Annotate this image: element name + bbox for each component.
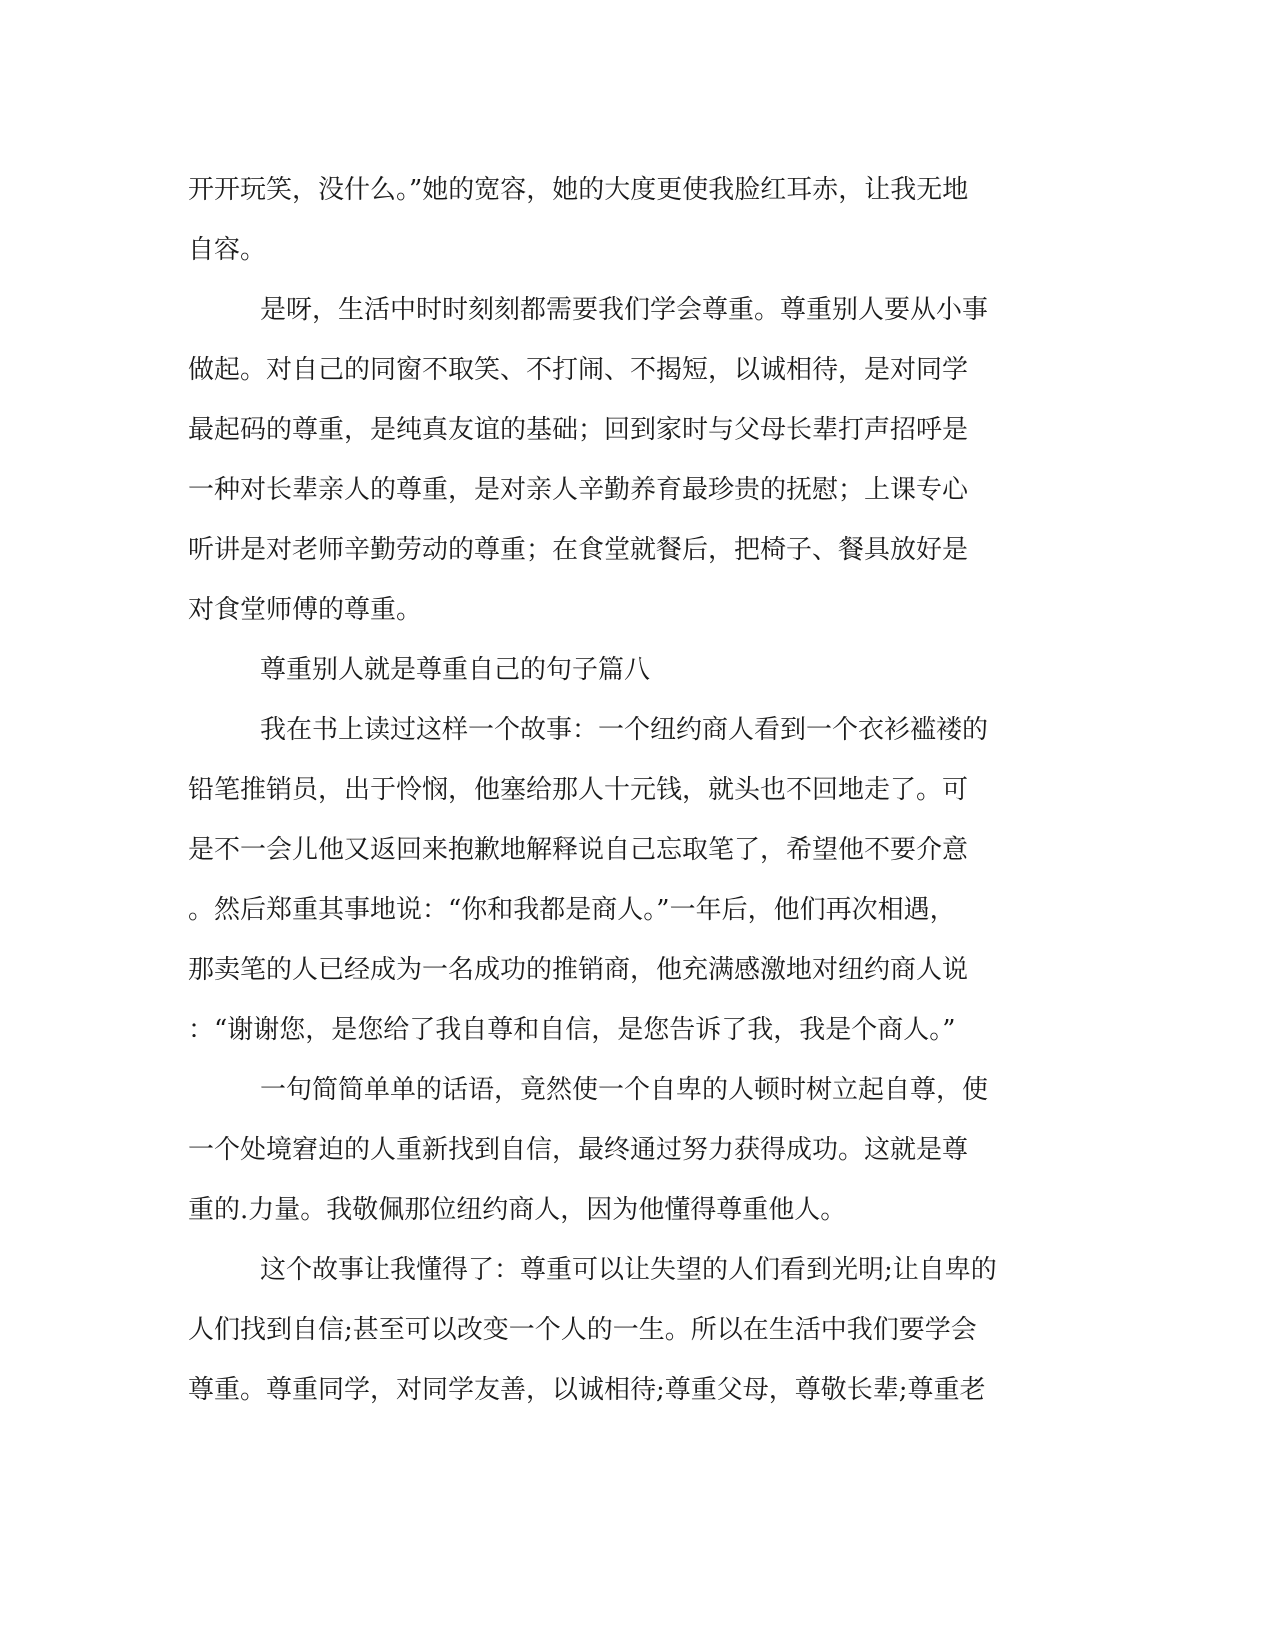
section-heading: 尊重别人就是尊重自己的句子篇八 [260, 655, 651, 685]
text-line: 那卖笔的人已经成为一名成功的推销商，他充满感激地对纽约商人说 [188, 955, 969, 985]
text-line: 听讲是对老师辛勤劳动的尊重；在食堂就餐后，把椅子、餐具放好是 [188, 535, 969, 565]
document-body [188, 160, 1080, 1420]
text-line: 最起码的尊重，是纯真友谊的基础；回到家时与父母长辈打声招呼是 [188, 415, 969, 445]
text-line: 做起。对自己的同窗不取笑、不打闹、不揭短，以诚相待，是对同学 [188, 355, 969, 385]
paragraph-start-line: 我在书上读过这样一个故事：一个纽约商人看到一个衣衫褴褛的 [260, 715, 989, 745]
text-line: 尊重。尊重同学，对同学友善，以诚相待;尊重父母，尊敬长辈;尊重老 [188, 1375, 986, 1405]
text-line: 重的.力量。我敬佩那位纽约商人，因为他懂得尊重他人。 [188, 1195, 847, 1225]
paragraph-start-line: 一句简简单单的话语，竟然使一个自卑的人顿时树立起自尊，使 [260, 1075, 989, 1105]
text-line: 一种对长辈亲人的尊重，是对亲人辛勤养育最珍贵的抚慰；上课专心 [188, 475, 969, 505]
text-line: 自容。 [188, 235, 267, 265]
text-line: 铅笔推销员，出于怜悯，他塞给那人十元钱，就头也不回地走了。可 [188, 775, 969, 805]
text-line: 人们找到自信;甚至可以改变一个人的一生。所以在生活中我们要学会 [188, 1315, 977, 1345]
text-line: ：“谢谢您，是您给了我自尊和自信，是您告诉了我，我是个商人。” [188, 1015, 956, 1045]
paragraph-start-line: 这个故事让我懂得了：尊重可以让失望的人们看到光明;让自卑的 [260, 1255, 997, 1285]
text-line: 是不一会儿他又返回来抱歉地解释说自己忘取笔了，希望他不要介意 [188, 835, 969, 865]
text-line: 。然后郑重其事地说：“你和我都是商人。”一年后，他们再次相遇， [188, 895, 956, 925]
text-line: 开开玩笑，没什么。”她的宽容，她的大度更使我脸红耳赤，让我无地 [188, 175, 969, 205]
text-line: 一个处境窘迫的人重新找到自信，最终通过努力获得成功。这就是尊 [188, 1135, 969, 1165]
paragraph-start-line: 是呀，生活中时时刻刻都需要我们学会尊重。尊重别人要从小事 [260, 295, 989, 325]
text-line: 对食堂师傅的尊重。 [188, 595, 423, 625]
